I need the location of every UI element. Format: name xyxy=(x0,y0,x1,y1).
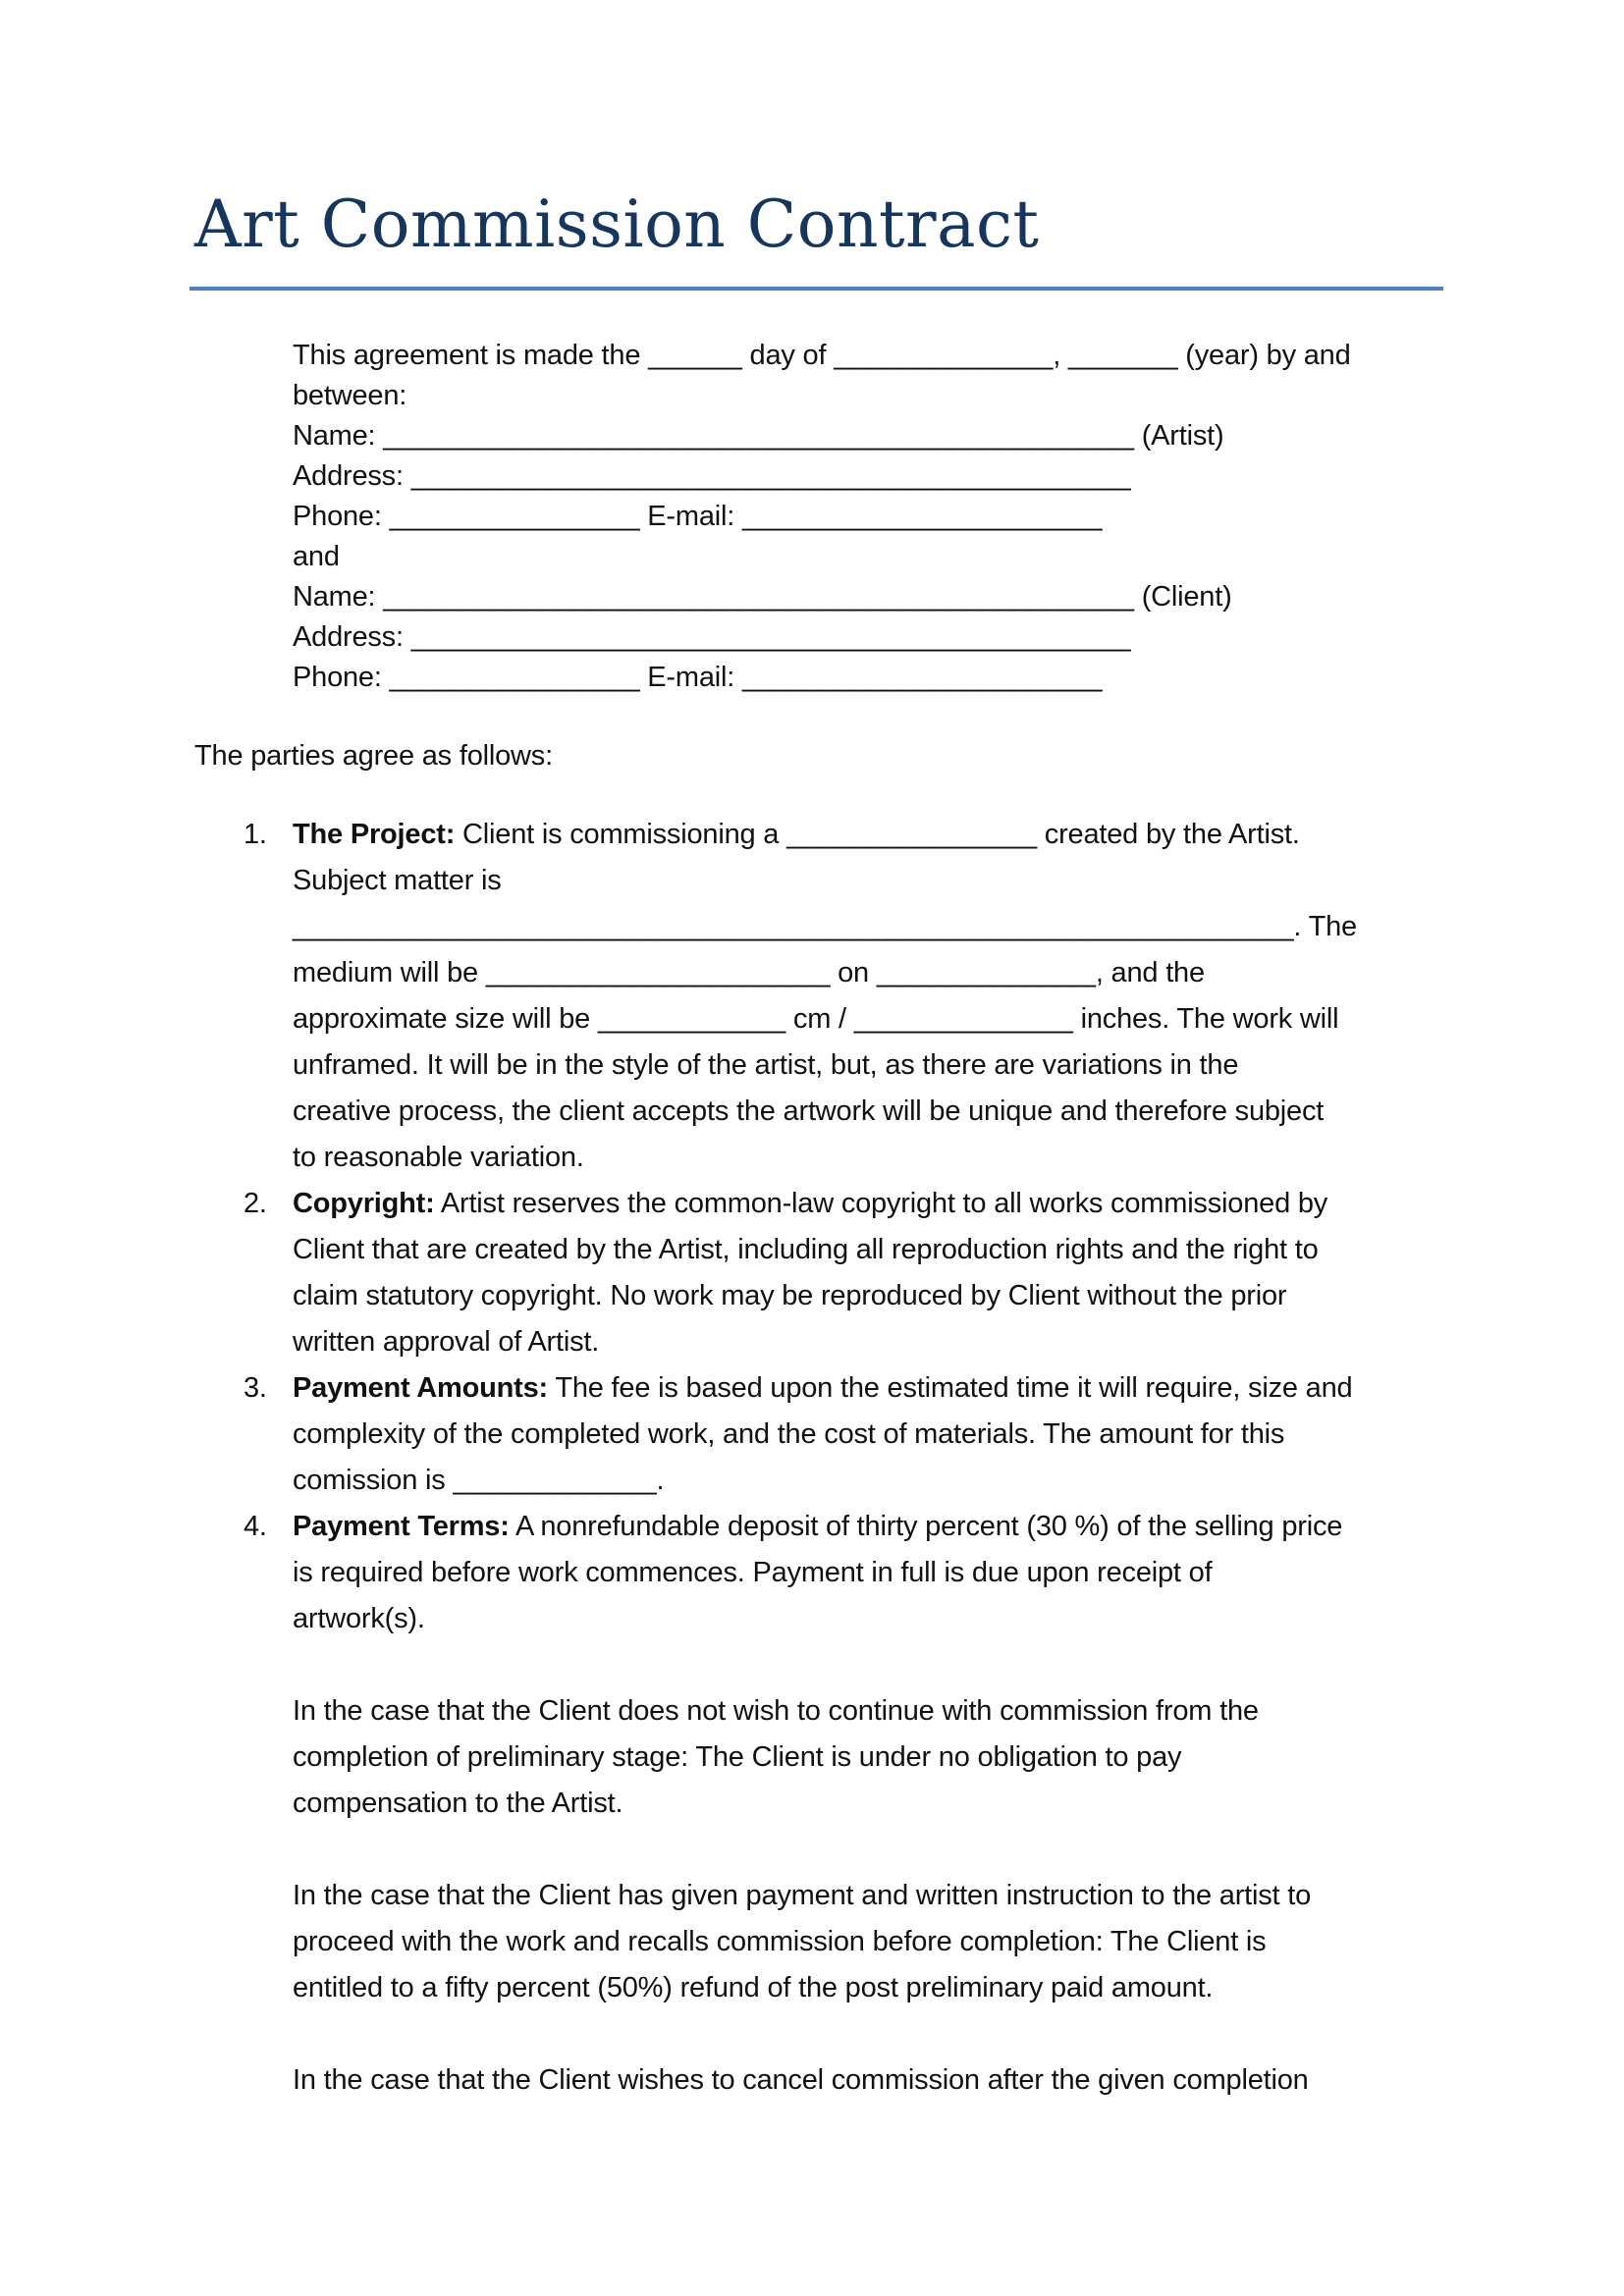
clause-line: Client that are created by the Artist, including all reproduction rights and the right to xyxy=(293,1234,1319,1265)
parties-block xyxy=(293,336,1351,698)
artist-contact-field: Phone: ________________ E-mail: _______________________ xyxy=(293,501,1103,532)
cancellation-recall-line: entitled to a fifty percent (50%) refund of the post preliminary paid amount. xyxy=(293,1972,1214,2003)
clause-heading: The Project: xyxy=(293,819,456,850)
clause-line: complexity of the completed work, and the cost of materials. The amount for this xyxy=(293,1418,1285,1450)
subject-matter-field: ________________________________________________________________. The xyxy=(293,911,1357,942)
artist-name-field: Name: ________________________________________________ (Artist) xyxy=(293,420,1224,452)
clause-number: 3. xyxy=(244,1372,267,1404)
agreement-intro: The parties agree as follows: xyxy=(194,740,553,772)
paragraph-spacer xyxy=(293,2011,1624,2057)
clause-line: unframed. It will be in the style of the artist, but, as there are variations in the xyxy=(293,1049,1239,1081)
clause-text: Client is commissioning a ________________ created by the Artist. xyxy=(455,819,1300,850)
cancellation-after-completion-line: In the case that the Client wishes to cancel commission after the given completion xyxy=(293,2064,1309,2096)
title-underline-rule xyxy=(189,287,1443,291)
cancellation-recall-line: proceed with the work and recalls commission before completion: The Client is xyxy=(293,1926,1267,1957)
agreement-date-line: This agreement is made the ______ day of ______________, _______ (year) by and xyxy=(293,340,1351,371)
clause-first-line xyxy=(293,1504,1624,1550)
cancellation-preliminary-line: In the case that the Client does not wish to continue with commission from the xyxy=(293,1695,1259,1727)
clause-text: The fee is based upon the estimated time it will require, size and xyxy=(547,1372,1353,1404)
clause-number: 1. xyxy=(244,819,267,850)
clause-heading: Payment Amounts: xyxy=(293,1372,548,1404)
clause-first-line xyxy=(293,1181,1624,1227)
clause-content xyxy=(293,1181,1624,1365)
cancellation-preliminary-line: completion of preliminary stage: The Client is under no obligation to pay xyxy=(293,1741,1182,1773)
clause-line: artwork(s). xyxy=(293,1603,425,1634)
document-title: Art Commission Contract xyxy=(194,187,1040,262)
paragraph-spacer xyxy=(293,1642,1624,1688)
client-name-field: Name: ________________________________________________ (Client) xyxy=(293,581,1232,613)
client-contact-field: Phone: ________________ E-mail: _______________________ xyxy=(293,662,1103,693)
size-field: approximate size will be ____________ cm / ______________ inches. The work will xyxy=(293,1003,1339,1035)
clause-project xyxy=(0,812,1624,1181)
clause-number: 4. xyxy=(244,1511,267,1542)
clause-content xyxy=(293,1365,1624,1504)
clause-line: written approval of Artist. xyxy=(293,1326,600,1358)
clause-number: 2. xyxy=(244,1188,267,1219)
clause-line: to reasonable variation. xyxy=(293,1142,584,1173)
clause-line: is required before work commences. Payment in full is due upon receipt of xyxy=(293,1557,1213,1588)
paragraph-spacer xyxy=(293,1827,1624,1873)
clause-first-line xyxy=(293,812,1624,858)
clauses-list xyxy=(0,812,1624,2104)
medium-field: medium will be ______________________ on ______________, and the xyxy=(293,957,1205,988)
clause-line: creative process, the client accepts the artwork will be unique and therefore subject xyxy=(293,1095,1325,1127)
cancellation-preliminary-line: compensation to the Artist. xyxy=(293,1788,623,1819)
clause-text: A nonrefundable deposit of thirty percent (30 %) of the selling price xyxy=(509,1511,1343,1542)
clause-copyright xyxy=(0,1181,1624,1365)
clause-payment-amounts xyxy=(0,1365,1624,1504)
clause-text: Artist reserves the common-law copyright to all works commissioned by xyxy=(434,1188,1328,1219)
client-address-field: Address: ______________________________________________ xyxy=(293,621,1131,653)
clause-first-line xyxy=(293,1365,1624,1412)
clause-heading: Payment Terms: xyxy=(293,1511,510,1542)
and-label: and xyxy=(293,541,340,572)
clause-line: claim statutory copyright. No work may be reproduced by Client without the prior xyxy=(293,1280,1287,1311)
clause-heading: Copyright: xyxy=(293,1188,435,1219)
artist-address-field: Address: ______________________________________________ xyxy=(293,460,1131,492)
clause-content xyxy=(293,812,1624,1181)
clause-content xyxy=(293,1504,1624,2104)
clause-line: Subject matter is xyxy=(293,865,502,896)
between-label: between: xyxy=(293,380,407,411)
commission-amount-field: comission is _____________. xyxy=(293,1465,665,1496)
cancellation-recall-line: In the case that the Client has given payment and written instruction to the artist to xyxy=(293,1880,1312,1911)
clause-payment-terms xyxy=(0,1504,1624,2104)
